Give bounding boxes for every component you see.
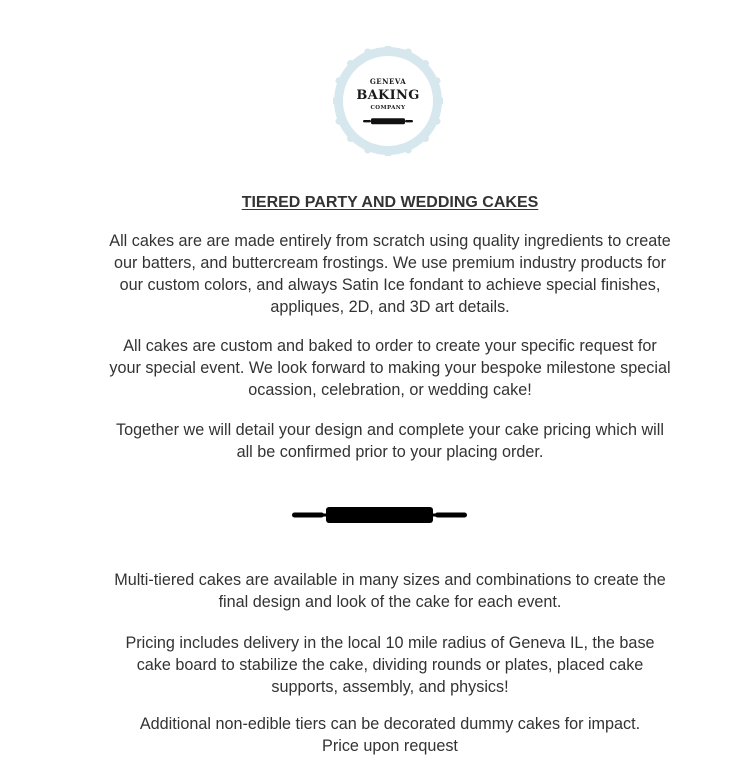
text-line: Multi-tiered cakes are available in many sizes and combinations to create the: [114, 571, 666, 589]
logo-line-geneva: GENEVA: [369, 77, 407, 86]
page-title: TIERED PARTY AND WEDDING CAKES: [241, 194, 539, 211]
text-line: our custom colors, and always Satin Ice fondant to achieve special finishes,: [119, 276, 661, 294]
pricing-design-paragraph: [0, 419, 755, 463]
text-line: Price upon request: [322, 737, 458, 755]
rolling-pin-icon: [363, 116, 413, 126]
intro-paragraph: [0, 230, 755, 318]
text-line: Together we will detail your design and complete your cake pricing which will: [116, 421, 664, 439]
text-line: our batters, and buttercream frostings. We use premium industry products for: [113, 254, 667, 272]
text-line: all be confirmed prior to your placing order.: [236, 443, 544, 461]
pricing-includes-paragraph: [0, 632, 755, 698]
text-line: your special event. We look forward to making your bespoke milestone special: [109, 359, 671, 377]
rolling-pin-icon: [292, 504, 467, 526]
text-line: Additional non-edible tiers can be decorated dummy cakes for impact.: [139, 715, 641, 733]
company-logo: [333, 46, 443, 156]
text-line: All cakes are custom and baked to order to create your specific request for: [123, 337, 657, 355]
custom-order-paragraph: [0, 335, 755, 401]
text-line: final design and look of the cake for each event.: [218, 593, 562, 611]
dummy-tiers-paragraph: [0, 713, 755, 757]
text-line: cake board to stabilize the cake, dividing rounds or plates, placed cake: [136, 656, 644, 674]
text-line: All cakes are are made entirely from scratch using quality ingredients to create: [109, 232, 671, 250]
multi-tier-paragraph: [0, 569, 755, 613]
logo-line-company: COMPANY: [370, 105, 406, 111]
text-line: supports, assembly, and physics!: [271, 678, 509, 696]
text-line: ocassion, celebration, or wedding cake!: [248, 381, 532, 399]
logo-line-baking: BAKING: [356, 88, 420, 103]
text-line: appliques, 2D, and 3D art details.: [270, 298, 510, 316]
text-line: Pricing includes delivery in the local 10 mile radius of Geneva IL, the base: [125, 634, 655, 652]
